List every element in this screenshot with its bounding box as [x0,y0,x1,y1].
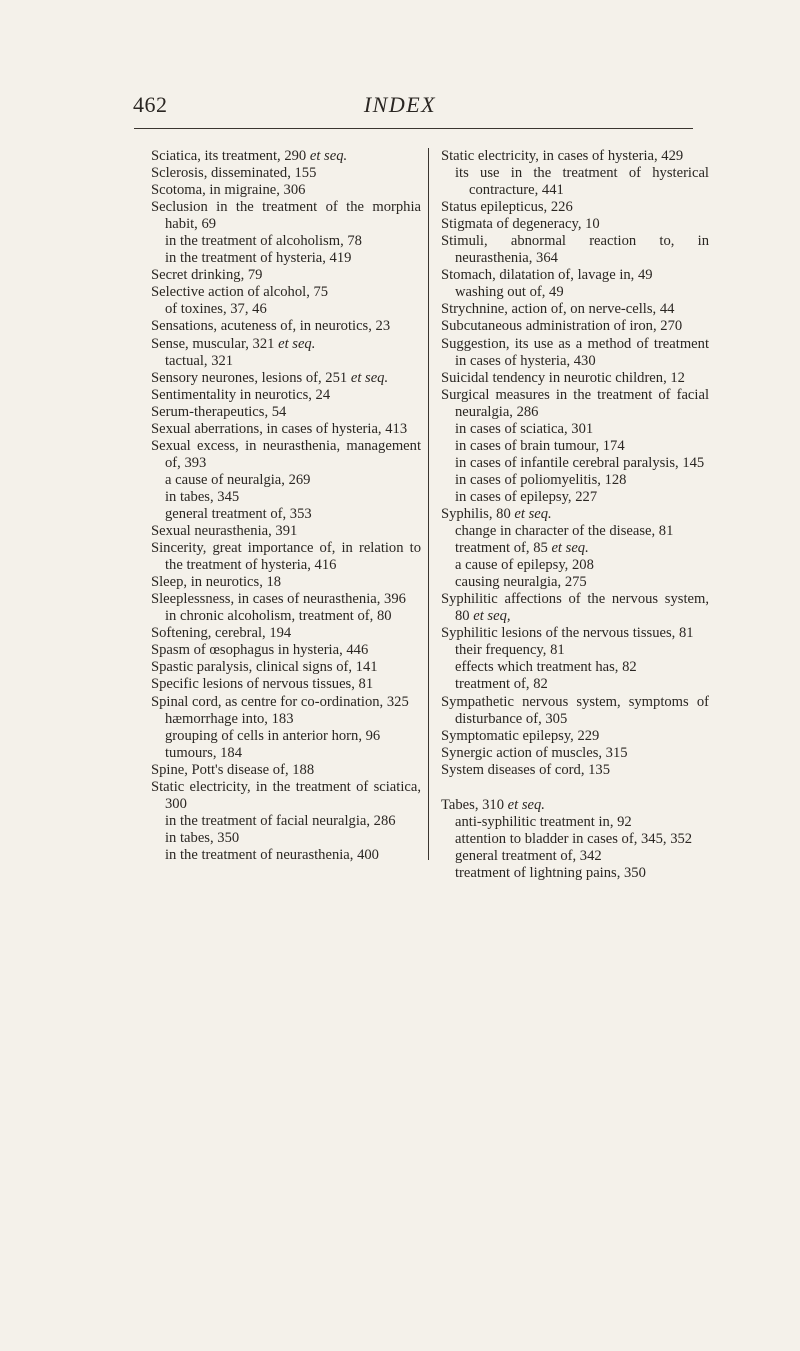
index-entry: Suggestion, its use as a method of treatment in cases of hysteria, 430 [441,335,709,369]
index-entry: Sincerity, great importance of, in relation to the treatment of hysteria, 416 [151,540,421,574]
index-entry: Sense, muscular, 321 et seq. [151,335,316,352]
index-subentry: in the treatment of facial neuralgia, 286 [165,812,396,829]
running-head-title: INDEX [363,92,437,117]
index-entry: Sexual aberrations, in cases of hysteria, 413 [151,420,408,437]
header-rule [134,128,693,129]
index-entry: Sleep, in neurotics, 18 [151,574,282,591]
index-subentry: in tabes, 345 [165,488,240,505]
index-subentry: treatment of, 85 et seq. [455,540,589,557]
index-subentry: treatment of, 82 [455,676,548,693]
index-entry: Secret drinking, 79 [151,267,263,284]
index-subentry: general treatment of, 353 [165,505,312,522]
column-divider [428,148,429,860]
index-entry: Surgical measures in the treatment of facial neuralgia, 286 [441,386,709,420]
index-entry: Sentimentality in neurotics, 24 [151,386,331,403]
index-subentry: in cases of poliomyelitis, 128 [455,471,627,488]
index-entry: Static electricity, in cases of hysteria, 429 [441,148,684,164]
left-index-column [151,148,421,864]
index-subentry: washing out of, 49 [455,284,564,301]
index-subentry: its use in the treatment of hysterical contracture, 441 [455,165,709,199]
index-subentry: in tabes, 350 [165,829,240,846]
index-subentry: tactual, 321 [165,352,234,369]
index-subentry: in the treatment of hysteria, 419 [165,250,352,267]
index-entry: Spastic paralysis, clinical signs of, 141 [151,659,378,676]
index-entry: Spine, Pott's disease of, 188 [151,761,315,778]
index-subentry: in the treatment of neurasthenia, 400 [165,846,379,863]
right-index-column [441,148,709,882]
index-entry: Scotoma, in migraine, 306 [151,182,306,199]
index-entry: Serum-therapeutics, 54 [151,403,287,420]
page-number: 462 [133,92,168,117]
index-entry: Spasm of œsophagus in hysteria, 446 [151,642,369,659]
index-subentry: in chronic alcoholism, treatment of, 80 [165,608,392,625]
index-entry: System diseases of cord, 135 [441,761,611,778]
index-entry: Stomach, dilatation of, lavage in, 49 [441,267,653,284]
index-entry: Subcutaneous administration of iron, 270 [441,318,683,335]
index-subentry: change in character of the disease, 81 [455,523,674,540]
index-subentry: a cause of neuralgia, 269 [165,471,311,488]
index-subentry: their frequency, 81 [455,642,565,659]
index-entry: Suicidal tendency in neurotic children, 12 [441,369,685,386]
index-entry: Sexual neurasthenia, 391 [151,523,298,540]
index-subentry: anti-syphilitic treatment in, 92 [455,813,632,830]
index-entry: Specific lesions of nervous tissues, 81 [151,676,374,693]
index-subentry: grouping of cells in anterior horn, 96 [165,727,381,744]
index-entry: Seclusion in the treatment of the morphia habit, 69 [151,199,421,233]
index-subentry: tumours, 184 [165,744,243,761]
index-subentry: of toxines, 37, 46 [165,301,267,318]
index-subentry: treatment of lightning pains, 350 [455,864,646,881]
index-subentry: in cases of brain tumour, 174 [455,437,625,454]
index-entry: Selective action of alcohol, 75 [151,284,329,301]
index-subentry: in cases of sciatica, 301 [455,420,594,437]
index-subentry: attention to bladder in cases of, 345, 352 [455,830,693,847]
index-subentry: in cases of infantile cerebral paralysis, 145 [455,454,705,471]
index-entry: Sensations, acuteness of, in neurotics, 23 [151,318,391,335]
index-entry: Sciatica, its treatment, 290 et seq. [151,148,348,164]
index-entry: Spinal cord, as centre for co-ordination, 325 [151,693,409,710]
index-subentry: a cause of epilepsy, 208 [455,557,594,574]
index-entry: Synergic action of muscles, 315 [441,744,628,761]
index-entry: Sclerosis, disseminated, 155 [151,165,317,182]
index-entry: Status epilepticus, 226 [441,199,573,216]
index-entry: Softening, cerebral, 194 [151,625,292,642]
index-entry: Symptomatic epilepsy, 229 [441,727,600,744]
index-entry: Sympathetic nervous system, symptoms of disturbance of, 305 [441,693,709,727]
index-subentry: in the treatment of alcoholism, 78 [165,233,362,250]
index-entry: Syphilitic lesions of the nervous tissues, 81 [441,625,694,642]
index-entry: Sensory neurones, lesions of, 251 et seq. [151,369,389,386]
index-entry: Strychnine, action of, on nerve-cells, 44 [441,301,675,318]
index-subentry: effects which treatment has, 82 [455,659,637,676]
index-subentry: general treatment of, 342 [455,847,602,864]
index-entry: Tabes, 310 et seq. [441,796,545,813]
index-entry: Stimuli, abnormal reaction to, in neurasthenia, 364 [441,233,709,267]
index-subentry: hæmorrhage into, 183 [165,710,294,727]
index-entry: Syphilis, 80 et seq. [441,505,552,522]
page-header [0,92,800,124]
index-entry: Syphilitic affections of the nervous system, 80 et seq, [441,591,709,625]
index-entry: Sleeplessness, in cases of neurasthenia, 396 [151,591,406,608]
index-entry: Stigmata of degeneracy, 10 [441,216,600,233]
index-subentry: causing neuralgia, 275 [455,574,587,591]
index-entry: Sexual excess, in neurasthenia, management of, 393 [151,437,421,471]
index-subentry: in cases of epilepsy, 227 [455,488,598,505]
index-entry: Static electricity, in the treatment of sciatica, 300 [151,778,421,812]
